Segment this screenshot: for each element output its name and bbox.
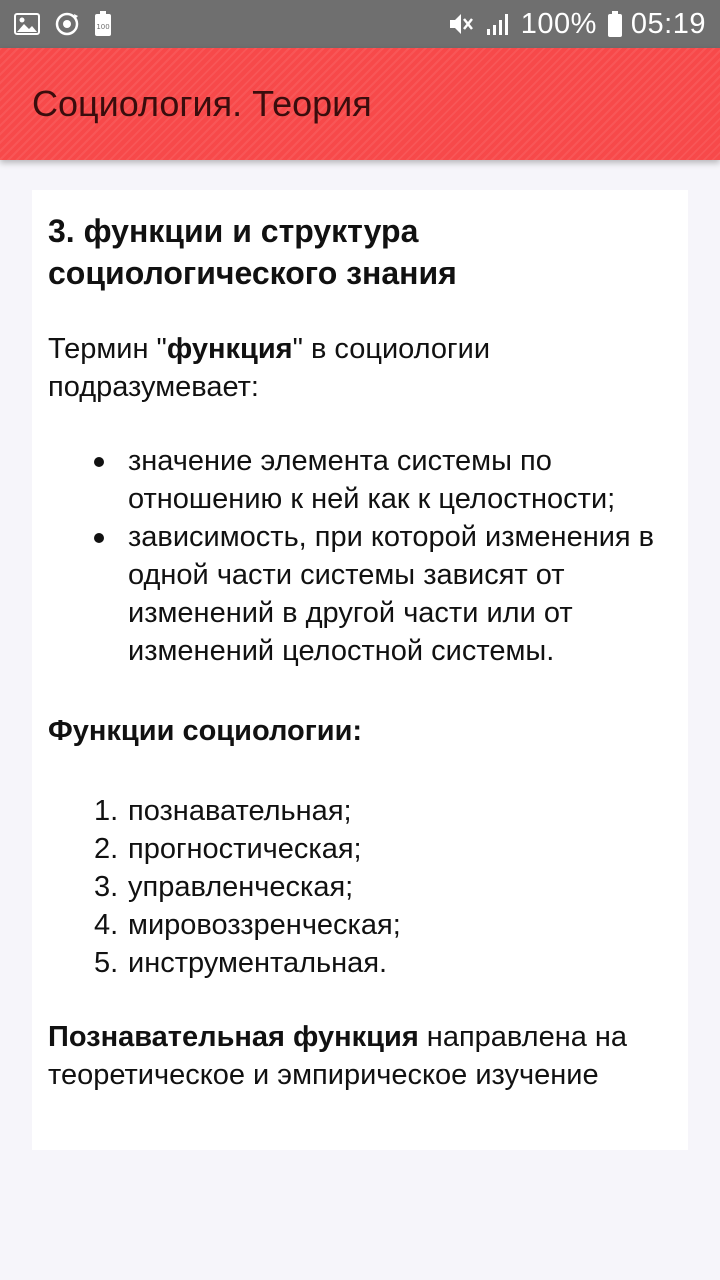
- list-text: мировоззренческая;: [128, 909, 401, 941]
- definition-list: [48, 442, 672, 670]
- svg-text:100: 100: [96, 23, 110, 31]
- intro-paragraph: [48, 330, 672, 406]
- functions-title: Функции социологии:: [48, 715, 363, 747]
- list-number: 4.: [94, 909, 119, 941]
- signal-icon: [485, 11, 513, 37]
- intro-term: функция: [166, 333, 293, 365]
- list-text: познавательная;: [128, 795, 352, 827]
- cognitive-term: Познавательная функция: [48, 1021, 419, 1053]
- list-number: 5.: [94, 947, 119, 979]
- clock: 05:19: [630, 7, 706, 40]
- battery-percent: 100%: [520, 7, 597, 40]
- list-item: зависимость, при которой изменения в одной части системы зависят от изменений в другой части или от изменений целостной системы.: [128, 518, 672, 670]
- list-item: значение элемента системы по отношению к ней как к целостности;: [128, 442, 672, 518]
- intro-suffix: " в социологии подразумевает:: [48, 333, 491, 403]
- battery-icon: [607, 10, 623, 38]
- list-number: 3.: [94, 871, 119, 903]
- image-icon: [14, 13, 40, 35]
- list-item: [94, 944, 672, 982]
- list-text: управленческая;: [128, 871, 354, 903]
- list-item: [94, 868, 672, 906]
- list-number: 1.: [94, 795, 119, 827]
- status-bar: [0, 0, 720, 48]
- list-number: 2.: [94, 833, 119, 865]
- sync-icon: [54, 11, 80, 37]
- list-item: [94, 792, 672, 830]
- app-title: Социология. Теория: [32, 83, 372, 124]
- article-card: [32, 190, 688, 1150]
- app-bar: [0, 48, 720, 160]
- article-heading: 3. функции и структура социологического знания: [48, 213, 457, 291]
- list-item: [94, 906, 672, 944]
- cognitive-paragraph: [48, 1018, 672, 1094]
- battery-saver-icon: [94, 11, 112, 37]
- list-text: прогностическая;: [128, 833, 362, 865]
- cognitive-text: направлена на теоретическое и эмпирическое изучение: [48, 1021, 628, 1091]
- list-item: [94, 830, 672, 868]
- intro-prefix: Термин ": [48, 333, 167, 365]
- mute-icon: [447, 11, 475, 37]
- list-text: инструментальная.: [128, 947, 388, 979]
- functions-list: [48, 792, 672, 982]
